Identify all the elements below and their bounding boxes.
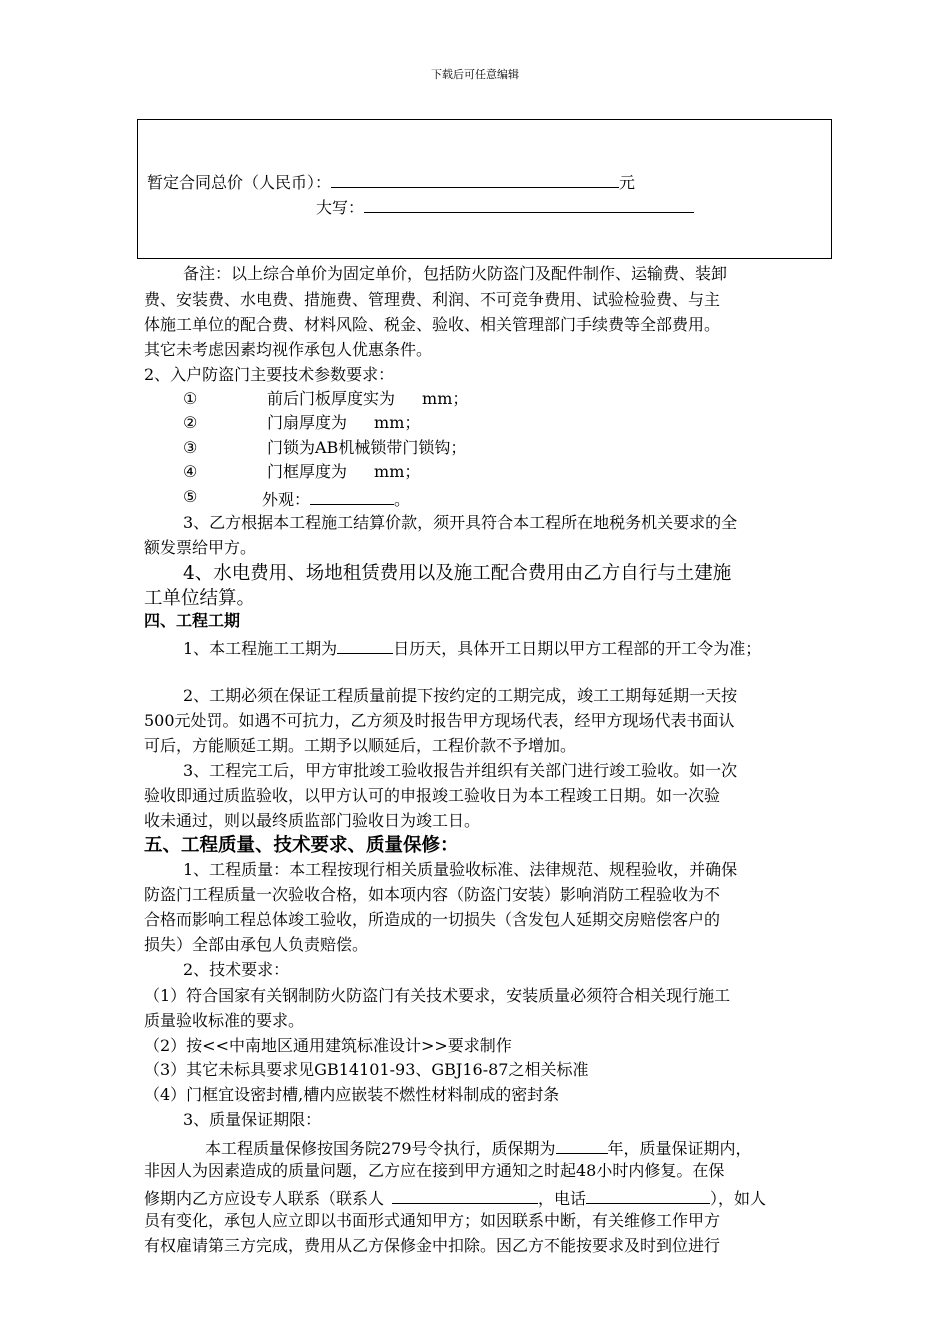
section4-p3-line-1: 3、工程完工后，甲方审批竣工验收报告并组织有关部门进行竣工验收。如一次 [183, 761, 738, 780]
section4-p1: 1、本工程施工工期为 日历天，具体开工日期以甲方工程部的开工令为准； [183, 636, 761, 659]
section5-p1-line-4: 损失）全部由承包人负责赔偿。 [144, 935, 369, 954]
remark-line-1: 备注：以上综合单价为固定单价，包括防火防盗门及配件制作、运输费、装卸 [183, 264, 728, 283]
tech-params-heading: 2、入户防盗门主要技术参数要求： [144, 365, 395, 384]
remark-line-2: 费、安装费、水电费、措施费、管理费、利润、不可竞争费用、试验检验费、与主 [144, 290, 721, 309]
param-num-4: ④ [183, 462, 198, 481]
section5-p3-title: 3、质量保证期限： [183, 1110, 322, 1129]
req-1-line-1: （1）符合国家有关钢制防火防盗门有关技术要求，安装质量必须符合相关现行施工 [144, 986, 731, 1005]
clause4-line-1: 4、水电费用、场地租赁费用以及施工配合费用由乙方自行与土建施 [183, 563, 732, 584]
warranty-line-2: 非因人为因素造成的质量问题，乙方应在接到甲方通知之时起48小时内修复。在保 [144, 1161, 725, 1180]
total-price-blank [331, 170, 619, 188]
req-3: （3）其它未标具要求见GB14101-93、GBJ16-87之相关标准 [144, 1060, 589, 1079]
remark-line-4: 其它未考虑因素均视作承包人优惠条件。 [144, 340, 433, 359]
total-price-label: 暂定合同总价（人民币）： [147, 173, 332, 192]
param-text-2: 门扇厚度为 mm； [267, 413, 421, 432]
section5-p1-line-1: 1、工程质量：本工程按现行相关质量验收标准、法律规范、规程验收，并确保 [183, 860, 738, 879]
req-4: （4）门框宜设密封槽,槽内应嵌装不燃性材料制成的密封条 [144, 1085, 560, 1104]
param-num-3: ③ [183, 438, 198, 457]
req-1-line-2: 质量验收标准的要求。 [144, 1011, 305, 1030]
warranty-line-1: 本工程质量保修按国务院279号令执行，质保期为 年，质量保证期内， [205, 1136, 752, 1159]
clause4-line-2: 工单位结算。 [144, 588, 256, 609]
param-text-3: 门锁为AB机械锁带门锁钩； [267, 438, 467, 457]
section4-p2-line-2: 500元处罚。如遇不可抗力，乙方须及时报告甲方现场代表，经甲方现场代表书面认 [144, 711, 735, 730]
section5-p1-line-3: 合格而影响工程总体竣工验收，所造成的一切损失（含发包人延期交房赔偿客户的 [144, 910, 721, 929]
clause3-line-2: 额发票给甲方。 [144, 538, 257, 557]
section5-p2-title: 2、技术要求： [183, 960, 290, 979]
section4-p3-line-2: 验收即通过质监验收，以甲方认可的申报竣工验收日为本工程竣工日期。如一次验 [144, 786, 721, 805]
warranty-line-3: 修期内乙方应设专人联系（联系人 ，电话 ），如人 [144, 1186, 766, 1209]
param-num-1: ① [183, 389, 198, 408]
clause3-line-1: 3、乙方根据本工程施工结算价款，须开具符合本工程所在地税务机关要求的全 [183, 513, 738, 532]
section4-p3-line-3: 收未通过，则以最终质监部门验收日为竣工日。 [144, 811, 481, 830]
warranty-line-4: 员有变化，承包人应立即以书面形式通知甲方；如因联系中断，有关维修工作甲方 [144, 1211, 721, 1230]
section4-p2-line-1: 2、工期必须在保证工程质量前提下按约定的工期完成，竣工工期每延期一天按 [183, 686, 738, 705]
param-text-5: 外观： 。 [262, 487, 410, 510]
req-2: （2）按<<中南地区通用建筑标准设计>>要求制作 [144, 1036, 512, 1055]
total-price-unit: 元 [619, 173, 636, 192]
remark-line-3: 体施工单位的配合费、材料风险、税金、验收、相关管理部门手续费等全部费用。 [144, 315, 721, 334]
section4-title: 四、工程工期 [144, 611, 241, 630]
section5-p1-line-2: 防盗门工程质量一次验收合格，如本项内容（防盗门安装）影响消防工程验收为不 [144, 885, 721, 904]
param-text-1: 前后门板厚度实为 mm； [267, 389, 469, 408]
capital-line [316, 195, 694, 218]
param-num-2: ② [183, 413, 198, 432]
param-num-5: ⑤ [183, 487, 198, 506]
section4-p2-line-3: 可后，方能顺延工期。工期予以顺延后，工程价款不予增加。 [144, 736, 577, 755]
total-price-line [147, 170, 635, 193]
param-text-4: 门框厚度为 mm； [267, 462, 421, 481]
capital-label: 大写： [316, 198, 365, 217]
page-header: 下载后可任意编辑 [431, 68, 519, 81]
section5-title: 五、工程质量、技术要求、质量保修： [144, 835, 459, 856]
warranty-line-5: 有权雇请第三方完成，费用从乙方保修金中扣除。因乙方不能按要求及时到位进行 [144, 1236, 721, 1255]
capital-blank [364, 195, 694, 213]
